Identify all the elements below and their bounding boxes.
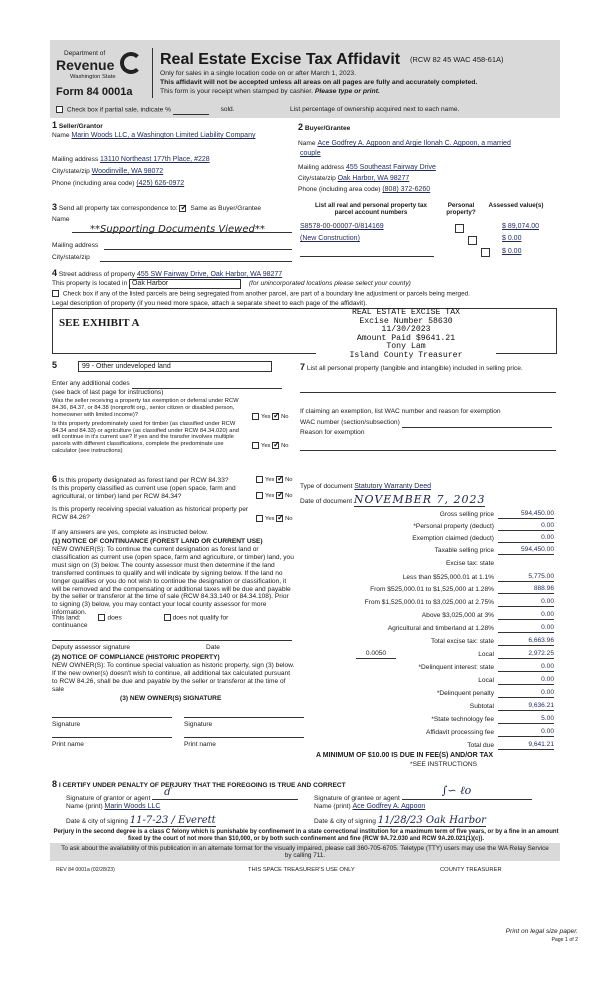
- timber-yes-checkbox[interactable]: [252, 442, 259, 449]
- seller-heading: [52, 120, 103, 131]
- doc-type-row: [300, 483, 431, 491]
- timber-answers: [252, 442, 289, 450]
- total-state-value[interactable]: 6,663.96: [498, 637, 554, 646]
- current-use-yes-label: Yes: [265, 493, 275, 500]
- certify-row: [52, 779, 346, 790]
- owner-print-line-2[interactable]: [184, 737, 304, 738]
- assessed-value[interactable]: $ 0.00: [502, 235, 522, 242]
- supporting-docs: **Supporting Documents Viewed**: [90, 224, 265, 235]
- ag-value[interactable]: 0.00: [498, 624, 554, 633]
- section3: [50, 198, 560, 266]
- buyer-name-value2[interactable]: couple: [300, 150, 321, 157]
- buyer-mailing-row: [298, 164, 436, 172]
- owner-signature-line-2[interactable]: [184, 717, 304, 718]
- reason-line[interactable]: [300, 450, 556, 451]
- grantor-date-label: Date & city of signing: [66, 818, 128, 825]
- deputy-signature-label: Deputy assessor signature: [52, 644, 131, 651]
- grantor-date-row: [66, 815, 216, 827]
- buyer-heading-text: Buyer/Grantee: [304, 125, 351, 132]
- historic-no-checkbox[interactable]: [276, 515, 283, 522]
- any-yes-note: If any answers are yes, complete as instructed below.: [52, 529, 209, 536]
- seller-phone-row: [52, 180, 184, 188]
- grantor-sig-row: [66, 787, 298, 803]
- form-title: Real Estate Excise Tax Affidavit: [160, 51, 401, 68]
- doc-date-row: [300, 494, 485, 507]
- buyer-city-value[interactable]: Oak Harbor, WA 98277: [337, 175, 410, 182]
- subtotal-label: Subtotal: [469, 703, 494, 710]
- local-label: Local: [478, 651, 494, 658]
- seller-name-label: Name: [52, 132, 70, 139]
- forest-question: Is this property designated as forest land per RCW 84.33?: [58, 477, 229, 484]
- header-divider: [152, 48, 153, 98]
- deputy-date-label: Date: [206, 644, 220, 651]
- exemption-question: Was the seller receiving a property tax exemption or deferral under RCW 84.36, 84.37, or 84.38 (nonprofit org., senior citizen or disabled person, homeowner with limited income)?: [52, 398, 239, 418]
- exemption-no-label: No: [281, 414, 289, 421]
- buyer-num: 2: [298, 122, 304, 132]
- section7-row: [300, 362, 558, 373]
- grantee-name-label: Name (print): [314, 803, 351, 810]
- total-due-value[interactable]: 9,641.21: [498, 741, 554, 750]
- section3-line1: [72, 232, 292, 233]
- street-address-row: [52, 268, 282, 279]
- section3-city-label: City/state/zip: [52, 254, 90, 261]
- notice1-text: NEW OWNER(S): To continue the current designation as forest land or classification as current use (open space, farm and agriculture, or timber) land, you must sign on (3) below. The county assessor must then determine if the land transferred continues to qualify and will indicate by signing below. If the land no longer qualifies or you do not wish to continue the designation or classification, it will be removed and the compensating or additional taxes will be due and payable by the seller or transferor at the time of sale (RCW 84.33.140 or 84.34.108). Prior to signing (3) below, you may contact your local county assessor for more information.: [52, 546, 294, 617]
- current-use-no-label: No: [285, 493, 293, 500]
- exemption-yes-checkbox[interactable]: [252, 413, 259, 420]
- forest-row: [52, 474, 229, 485]
- seller-mailing-label: Mailing address: [52, 156, 99, 163]
- forest-answers: [256, 476, 293, 484]
- seller-city-label: City/state/zip: [52, 168, 90, 175]
- delinq-state-label: *Delinquent interest: state: [418, 664, 494, 671]
- page-number: Page 1 of 2: [551, 937, 578, 943]
- sold-label: sold.: [220, 106, 235, 114]
- historic-question: Is this property receiving special valuation as historical property per RCW 84.26?: [52, 506, 249, 521]
- exemption-no-checkbox[interactable]: [272, 413, 279, 420]
- current-use-answers: [256, 492, 293, 500]
- segregated-checkbox[interactable]: [52, 290, 59, 297]
- tier4-label: Above $3,025,000 at 3%: [421, 612, 494, 619]
- seller-section: [50, 118, 290, 198]
- form-number: Form 84 0001a: [56, 86, 133, 98]
- exemption-answers: [252, 413, 289, 421]
- assessed-value[interactable]: $ 89,074.00: [502, 223, 539, 230]
- seller-name-value[interactable]: Marin Woods LLC, a Washington Limited Liability Company: [71, 132, 256, 139]
- personal-label: *Personal property (deduct): [413, 523, 494, 530]
- buyer-city-label: City/state/zip: [298, 175, 336, 182]
- buyer-city-row: [298, 175, 409, 183]
- affidavit-fee-label: Affidavit processing fee: [425, 729, 494, 736]
- subtotal-value[interactable]: 9,636.21: [498, 702, 554, 711]
- exemption-yes-label: Yes: [261, 414, 271, 421]
- buyer-mailing-value[interactable]: 455 Southeast Fairway Drive: [346, 164, 436, 171]
- personal-property-checkbox[interactable]: [455, 224, 464, 233]
- current-use-yes-checkbox[interactable]: [256, 492, 263, 499]
- grantee-date-label: Date & city of signing: [314, 818, 376, 825]
- delinq-local-value[interactable]: 0.00: [498, 676, 554, 685]
- personal-property-checkbox[interactable]: [481, 248, 490, 257]
- same-as-buyer-checkbox[interactable]: [179, 205, 186, 212]
- dept-line3: Washington State: [70, 74, 116, 80]
- parcel-row-2-line[interactable]: [300, 256, 434, 257]
- parcel-number[interactable]: S8578-00-00007-0/814169: [300, 223, 384, 230]
- doc-type-value[interactable]: Statutory Warranty Deed: [354, 483, 432, 490]
- exemption-value[interactable]: 0.00: [498, 534, 554, 543]
- taxable-label: Taxable selling price: [434, 547, 494, 554]
- county-treasurer-label: COUNTY TREASURER: [440, 867, 502, 873]
- accessibility-band: [50, 843, 560, 861]
- section4-num: 4: [52, 268, 58, 278]
- seller-mailing-row: [52, 156, 210, 164]
- seller-num: 1: [52, 120, 58, 130]
- perjury-notice: Perjury in the second degree is a class C felony which is punishable by confinement in a state correctional institution for a maximum term of five years, or by a fine in an amount fixed by the court of not more than $10,000, or by both such confinement and fine (RCW 9A.72.030 and RCW 9A.20.021(1)(c)).: [53, 829, 559, 843]
- deputy-signature-line[interactable]: [52, 640, 292, 641]
- owner-print-label-2: Print name: [184, 741, 216, 748]
- section6: [50, 472, 300, 792]
- section5: [50, 358, 298, 470]
- does-not-checkbox[interactable]: [164, 614, 171, 621]
- grantee-name-row: [314, 803, 425, 811]
- doc-type-label: Type of document: [300, 483, 353, 490]
- revision-number: REV 84 0001a (02/28/23): [56, 867, 115, 873]
- accessibility-note: To ask about the availability of this publication in an alternate format for the visually impaired, please call 360-705-6705. Teletype (TTY) users may use the WA Relay Service by calling 711.: [61, 845, 549, 860]
- exemption-label: Exemption claimed (deduct): [412, 535, 494, 542]
- grantee-date-row: [314, 815, 486, 827]
- tier2-value[interactable]: 888.96: [498, 585, 554, 594]
- does-label: does: [107, 614, 122, 622]
- taxable-value[interactable]: 594,450.00: [498, 546, 554, 555]
- grantor-name-value[interactable]: Marin Woods LLC: [104, 803, 161, 810]
- ownership-note: List percentage of ownership acquired next to each name.: [290, 106, 460, 113]
- excise-stamp: [316, 309, 496, 361]
- legal-paper-note: Print on legal size paper.: [505, 928, 578, 935]
- see-instructions: *SEE INSTRUCTIONS: [410, 761, 478, 768]
- segregated-label: Check box if any of the listed parcels are being segregated from another parcel, are part of a boundary line adjustment or parcels being merged.: [62, 290, 470, 298]
- buyer-name-label: Name: [298, 140, 316, 147]
- parcel-col-header1: List all real and personal property tax parcel account numbers: [315, 202, 427, 217]
- buyer-name-value1[interactable]: Ace Godfrey A. Agpoon and Argie Ilonah C. Agpoon, a married: [317, 140, 511, 147]
- timber-no-checkbox[interactable]: [272, 442, 279, 449]
- tier1-label: Less than $525,000.01 at 1.1%: [402, 574, 494, 581]
- tech-fee-label: *State technology fee: [431, 716, 494, 723]
- total-due-label: Total due: [467, 742, 494, 749]
- does-checkbox[interactable]: [98, 614, 105, 621]
- grantor-name-label: Name (print): [66, 803, 103, 810]
- grantee-sig-row: [314, 784, 532, 803]
- partial-sale-percent[interactable]: [173, 106, 209, 115]
- excise-state-label: Excise tax: state: [445, 560, 494, 567]
- grantee-signature-mark: ∫∽ ℓo: [441, 784, 472, 797]
- additional-codes-label: Enter any additional codes: [52, 380, 130, 387]
- logo-icon: [120, 52, 142, 74]
- owner-signature-label-2: Signature: [184, 721, 213, 728]
- section3-name-label: Name: [52, 216, 70, 223]
- seller-phone-label: Phone (including area code): [52, 180, 135, 187]
- tier4-value[interactable]: 0.00: [498, 611, 554, 620]
- dept-line1: Department of: [64, 50, 106, 57]
- grantee-date-value[interactable]: 11/28/23 Oak Harbor: [377, 815, 486, 826]
- reason-label: Reason for exemption: [300, 429, 365, 436]
- section3-mailing-label: Mailing address: [52, 242, 99, 249]
- doc-date-value[interactable]: NOVEMBER 7, 2023: [353, 493, 486, 506]
- notice1-title: (1) NOTICE OF CONTINUANCE (FOREST LAND OR CURRENT USE): [52, 538, 263, 545]
- parcel-row-1: [300, 235, 450, 243]
- continuance-label: continuance: [52, 622, 88, 629]
- wac-row: [300, 419, 552, 428]
- section7-num: 7: [300, 362, 306, 372]
- seller-heading-text: Seller/Grantor: [58, 123, 103, 130]
- wac-input[interactable]: [402, 419, 552, 428]
- section7: [300, 358, 560, 470]
- street-address-value[interactable]: 455 SW Fairway Drive, Oak Harbor, WA 98277: [136, 271, 283, 278]
- dept-line2: Revenue: [56, 57, 115, 73]
- historic-yes-label: Yes: [265, 516, 275, 523]
- grantor-name-row: [66, 803, 160, 811]
- additional-codes-row: [52, 380, 282, 389]
- timber-no-label: No: [281, 443, 289, 450]
- total-state-label: Total excise tax: state: [430, 638, 494, 645]
- historic-no-label: No: [285, 516, 293, 523]
- owner-print-line-1[interactable]: [52, 737, 172, 738]
- parcel-col-header2: Personal property?: [446, 202, 476, 217]
- section3-label-row: [52, 202, 261, 213]
- tax-calc: [300, 508, 560, 778]
- section3-line3: [100, 261, 292, 262]
- form-title-ref: (RCW 82 45 WAC 458-61A): [410, 55, 504, 64]
- partial-sale-row: [56, 106, 235, 115]
- tier1-value[interactable]: 5,775.00: [498, 573, 554, 582]
- this-land-row: [52, 614, 228, 622]
- minimum-note: A MINIMUM OF $10.00 IS DUE IN FEE(S) AND/OR TAX: [316, 752, 494, 759]
- owner-signature-line-1[interactable]: [52, 717, 172, 718]
- owner-print-label-1: Print name: [52, 741, 84, 748]
- historic-yes-checkbox[interactable]: [256, 515, 263, 522]
- current-use-question: Is this property classified as current use (open space, farm and agricultural, or timber) land per RCW 84.34?: [52, 485, 236, 500]
- stamp-line5: Tony Lam: [386, 342, 426, 352]
- delinq-local-label: Local: [478, 677, 494, 684]
- tier3-value[interactable]: 0.00: [498, 598, 554, 607]
- forest-yes-label: Yes: [265, 477, 275, 484]
- parcel-row-0: [300, 223, 450, 231]
- does-not-label: does not qualify for: [172, 614, 229, 622]
- historic-answers: [256, 515, 293, 523]
- grantor-signature-mark: ɗ: [164, 787, 171, 798]
- legal-description: SEE EXHIBIT A: [59, 317, 140, 329]
- grantor-date-value[interactable]: 11-7-23 / Everett: [129, 815, 216, 826]
- stamp-line1: REAL ESTATE EXCISE TAX: [351, 308, 461, 317]
- section7-label: List all personal property (tangible and intangible) included in selling price.: [306, 365, 523, 372]
- assessed-value[interactable]: $ 0.00: [502, 248, 522, 255]
- section3-label: Send all property tax correspondence to:: [58, 205, 178, 212]
- personal-value[interactable]: 0.00: [498, 522, 554, 531]
- section8-num: 8: [52, 779, 58, 789]
- owner-signature-label-1: Signature: [52, 721, 81, 728]
- buyer-section: [296, 118, 560, 200]
- seller-city-value[interactable]: Woodinville, WA 98072: [91, 168, 164, 175]
- buyer-heading: [298, 122, 350, 133]
- grantor-signature[interactable]: [152, 787, 298, 800]
- seller-city-row: [52, 168, 163, 176]
- additional-codes-input[interactable]: [132, 380, 282, 389]
- notice2-text: NEW OWNER(S): To continue special valuation as historic property, sign (3) below. If the new owner(s) doesn't wish to continue, all additional tax calculated pursuant to RCW 84.26, shall be due and payable by the seller or transferor at the time of sale: [52, 662, 295, 693]
- stamp-line3: 11/30/2023: [381, 325, 431, 335]
- personal-property-checkbox[interactable]: [468, 236, 477, 245]
- grantee-sig-label: Signature of grantee or agent: [314, 795, 400, 802]
- current-use-no-checkbox[interactable]: [276, 492, 283, 499]
- header-note3-em: Please type or print.: [314, 88, 380, 95]
- located-note: (for unincorporated locations please select your county): [248, 280, 411, 287]
- new-owner-sig-heading: (3) NEW OWNER(S) SIGNATURE: [120, 695, 222, 702]
- penalty-label: *Delinquent penalty: [436, 690, 494, 697]
- partial-sale-checkbox[interactable]: [56, 106, 63, 113]
- tier3-label: From $1,525,000.01 to $3,025,000 at 2.75%: [364, 599, 494, 606]
- grantor-sig-label: Signature of grantor or agent: [66, 795, 151, 802]
- seller-phone-value[interactable]: (425) 626-0972: [136, 180, 185, 187]
- legal-label: Legal description of property (if you need more space, attach a separate sheet to each page of the affidavit).: [52, 300, 368, 307]
- buyer-phone-label: Phone (including area code): [298, 186, 381, 193]
- seller-name-row: [52, 132, 255, 140]
- affidavit-fee-value[interactable]: 0.00: [498, 728, 554, 737]
- gross-label: Gross selling price: [439, 511, 494, 518]
- forest-no-label: No: [285, 477, 293, 484]
- buyer-phone-row: [298, 186, 430, 194]
- segregated-row: [52, 290, 470, 298]
- wac-label: WAC number (section/subsection): [300, 419, 400, 426]
- partial-sale-label: Check box if partial sale, indicate %: [66, 106, 171, 114]
- seller-mailing-value[interactable]: 13110 Northeast 177th Place, #228: [100, 156, 210, 163]
- buyer-mailing-label: Mailing address: [298, 164, 345, 171]
- grantee-signature[interactable]: [402, 784, 532, 800]
- tier2-label: From $525,000.01 to $1,525,000 at 1.28%: [370, 586, 494, 593]
- section3-line2: [104, 249, 292, 250]
- treasurer-use-label: THIS SPACE TREASURER'S USE ONLY: [248, 867, 355, 873]
- stamp-line6: Island County Treasurer: [316, 352, 496, 361]
- buyer-name-row: [298, 140, 511, 148]
- header-note2: This affidavit will not be accepted unless all areas on all pages are fully and accurately completed.: [160, 79, 478, 86]
- timber-question: Is this property predominately used for timber (as classified under RCW 84.34 and 84.33) or agriculture (as classified under RCW 84.34.020) and will continue in it's current use? If yes and the transfer involves multiple parcels with different classifications, complete the predominate use calculator (see instructions): [52, 421, 239, 454]
- stamp-line4: Amount Paid $9641.21: [356, 333, 456, 343]
- forest-no-checkbox[interactable]: [276, 476, 283, 483]
- header-note1: Only for sales in a single location code on or after March 1, 2023.: [160, 70, 357, 77]
- personal-property-line[interactable]: [300, 392, 556, 393]
- located-label: This property is located in: [52, 280, 128, 287]
- header-note3-text: This form is your receipt when stamped by cashier.: [160, 88, 313, 95]
- buyer-phone-value[interactable]: (808) 372-6260: [382, 186, 431, 193]
- timber-yes-label: Yes: [261, 443, 271, 450]
- located-row: [52, 279, 411, 289]
- section5-num: 5: [52, 360, 58, 370]
- additional-codes-note: (see back of last page for instructions): [52, 389, 164, 396]
- section3-num: 3: [52, 202, 58, 212]
- gross-value[interactable]: 594,450.00: [498, 510, 554, 519]
- same-as-buyer-label: Same as Buyer/Grantee: [190, 205, 262, 212]
- parcel-col-header3: Assessed value(s): [488, 202, 544, 209]
- parcel-number[interactable]: (New Construction): [300, 235, 360, 242]
- grantee-name-value[interactable]: Ace Godfrey A. Agpoon: [352, 803, 426, 810]
- certify-text: I CERTIFY UNDER PENALTY OF PERJURY THAT THE FOREGOING IS TRUE AND CORRECT: [58, 782, 346, 789]
- stamp-line2: Excise Number 58630: [359, 316, 453, 326]
- this-land-label: This land:: [52, 614, 81, 622]
- penalty-value[interactable]: 0.00: [498, 689, 554, 698]
- delinq-state-value[interactable]: 0.00: [498, 663, 554, 672]
- tech-fee-value[interactable]: 5.00: [498, 715, 554, 724]
- local-rate[interactable]: 0.0050: [356, 650, 396, 659]
- street-address-label: Street address of property: [58, 271, 136, 278]
- local-value[interactable]: 2,972.25: [498, 650, 554, 659]
- forest-yes-checkbox[interactable]: [256, 476, 263, 483]
- notice2-title: (2) NOTICE OF COMPLIANCE (HISTORIC PROPERTY): [52, 654, 220, 661]
- doc-date-label: Date of document: [300, 498, 353, 505]
- use-code-select[interactable]: 99 - Other undeveloped land: [78, 361, 272, 372]
- ag-label: Agricultural and timberland at 1.28%: [387, 625, 494, 632]
- header-note3: [160, 88, 380, 96]
- exemption-claim-label: If claiming an exemption, list WAC number and reason for exemption: [300, 408, 501, 415]
- section6-num: 6: [52, 474, 58, 484]
- located-select[interactable]: Oak Harbor: [129, 279, 241, 289]
- reason-row: [300, 429, 365, 437]
